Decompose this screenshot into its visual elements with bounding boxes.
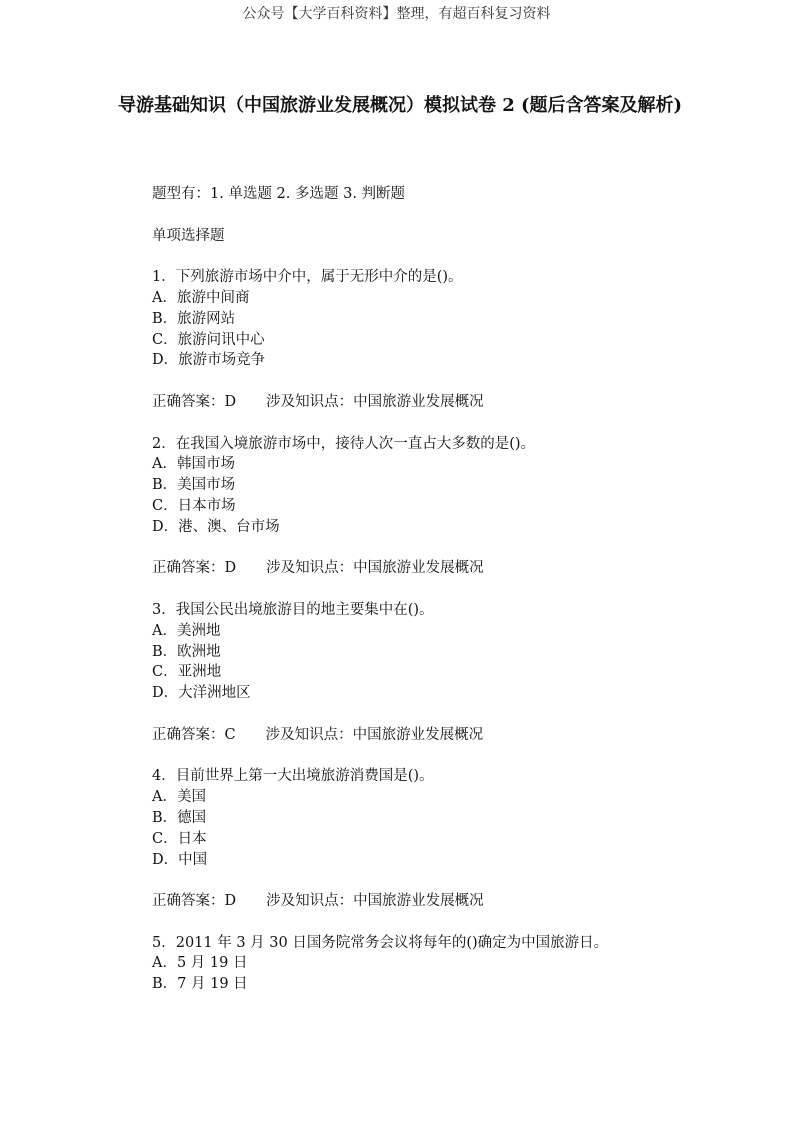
document-body	[152, 184, 712, 995]
section-heading: 单项选择题	[152, 227, 225, 244]
question-block	[152, 434, 712, 600]
question-stem: 1．下列旅游市场中介中，属于无形中介的是()。	[152, 269, 463, 286]
answer-option: C．旅游问讯中心	[152, 331, 265, 348]
answer-option: C．日本市场	[152, 497, 236, 514]
document-title: 导游基础知识（中国旅游业发展概况）模拟试卷 2 (题后含答案及解析)	[117, 95, 683, 116]
question-stem: 3．我国公民出境旅游目的地主要集中在()。	[152, 601, 434, 618]
answer-option: C．亚洲地	[152, 664, 222, 681]
correct-answer: 正确答案：C	[152, 726, 236, 743]
answer-line	[152, 392, 712, 413]
question-block	[152, 267, 712, 433]
answer-option: D．旅游市场竞争	[152, 352, 266, 369]
question-block	[152, 766, 712, 932]
knowledge-point: 涉及知识点：中国旅游业发展概况	[266, 560, 484, 577]
answer-option: B．7 月 19 日	[152, 976, 248, 993]
question-types: 题型有：1. 单选题 2. 多选题 3. 判断题	[152, 186, 406, 202]
answer-option: D．中国	[152, 851, 208, 868]
answer-option: B．美国市场	[152, 477, 236, 494]
question-stem: 2．在我国入境旅游市场中，接待人次一直占大多数的是()。	[152, 435, 536, 452]
knowledge-point: 涉及知识点：中国旅游业发展概况	[265, 726, 484, 743]
question-stem: 4．目前世界上第一大出境旅游消费国是()。	[152, 768, 434, 785]
answer-option: A．旅游中间商	[152, 289, 250, 306]
answer-line	[152, 725, 712, 746]
answer-option: A．韩国市场	[152, 456, 235, 473]
correct-answer: 正确答案：D	[152, 893, 237, 910]
answer-line	[152, 558, 712, 579]
knowledge-point: 涉及知识点：中国旅游业发展概况	[266, 393, 484, 410]
correct-answer: 正确答案：D	[152, 393, 237, 410]
answer-option: B．旅游网站	[152, 310, 236, 327]
answer-option: A．美洲地	[152, 622, 221, 639]
answer-option: C．日本	[152, 830, 207, 847]
answer-line	[152, 891, 712, 912]
question-block	[152, 933, 712, 995]
question-list	[152, 267, 712, 995]
knowledge-point: 涉及知识点：中国旅游业发展概况	[266, 893, 484, 910]
answer-option: B．德国	[152, 809, 207, 826]
answer-option: D．大洋洲地区	[152, 685, 251, 702]
correct-answer: 正确答案：D	[152, 560, 237, 577]
answer-option: D．港、澳、台市场	[152, 518, 280, 535]
question-block	[152, 600, 712, 766]
answer-option: A．美国	[152, 789, 206, 806]
page-header: 公众号【大学百科资料】整理，有超百科复习资料	[242, 6, 551, 22]
answer-option: A．5 月 19 日	[152, 955, 248, 972]
answer-option: B．欧洲地	[152, 643, 221, 660]
question-stem: 5．2011 年 3 月 30 日国务院常务会议将每年的()确定为中国旅游日。	[152, 934, 609, 951]
